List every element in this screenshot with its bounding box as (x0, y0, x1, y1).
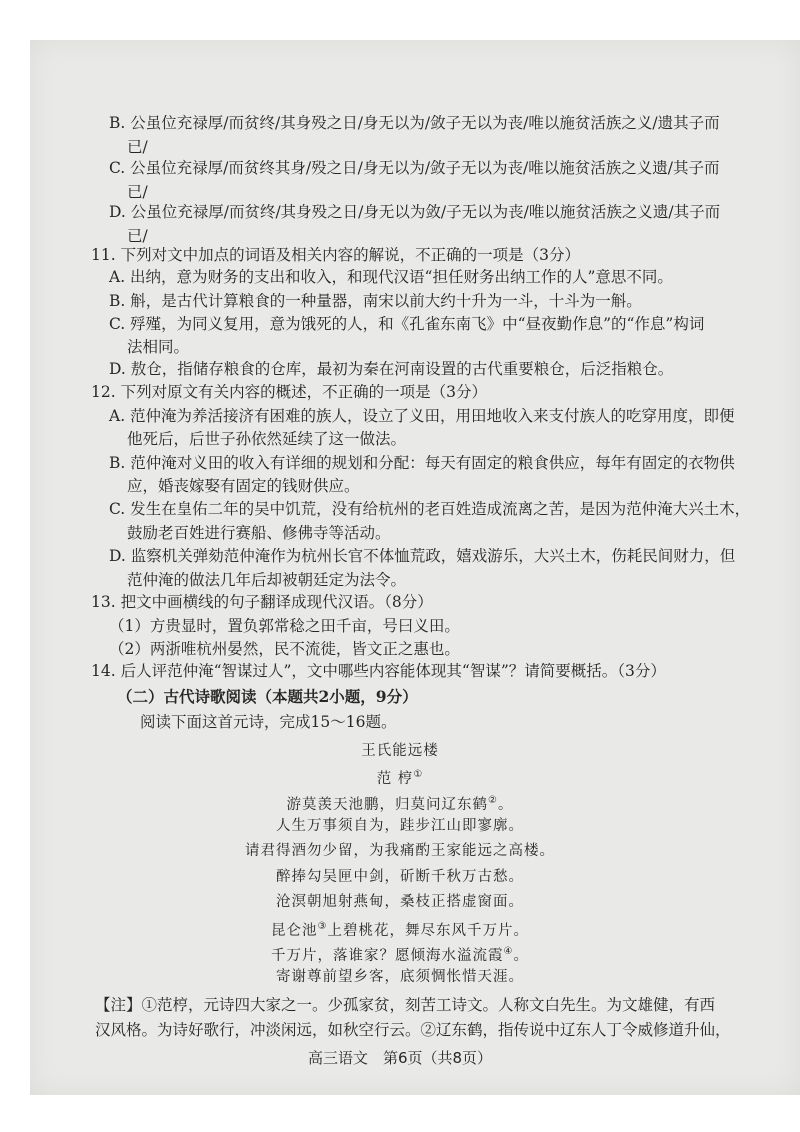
poem-line: 醉捧勾吴匣中剑，斫断千秋万古愁。 (276, 869, 524, 885)
q11-option-c: C. 殍殣，为同义复用，意为饿死的人，和《孔雀东南飞》中“昼夜勤作息”的“作息”构词 (109, 315, 705, 333)
q12-option-b: B. 范仲淹对义田的收入有详细的规划和分配：每天有固定的粮食供应，每年有固定的衣物供 (109, 454, 735, 472)
poem-line: 游莫羡天池鹏，归莫问辽东鹤②。 (286, 795, 514, 813)
q10-option-c: C. 公虽位充禄厚/而贫终其身/殁之日/身无以为/敛子无以为丧/唯以施贫活族之义遗/其子而 (109, 159, 720, 177)
poem-line: 沧溟朝旭射燕甸，桑枝正搭虚窗面。 (276, 894, 524, 910)
annotation-line-1: 【注】①范梈，元诗四大家之一。少孤家贫，刻苦工诗文。人称文白先生。为文雄健，有西 (95, 996, 716, 1014)
q10-option-d-cont: 已/ (127, 227, 148, 245)
page-footer: 高三语文 第6页（共8页） (307, 1049, 493, 1067)
poem-author: 范 梈① (376, 769, 424, 787)
q10-option-b: B. 公虽位充禄厚/而贫终/其身殁之日/身无以为/敛子无以为丧/唯以施贫活族之义/遗其子而 (109, 114, 720, 132)
q12-option-c-cont: 鼓励老百姓进行赛船、修佛寺等活动。 (127, 524, 391, 542)
q10-option-b-cont: 已/ (127, 138, 148, 156)
annotation-line-2: 汉风格。为诗好歌行，冲淡闲远，如秋空行云。②辽东鹤，指传说中辽东人丁令威修道升仙， (95, 1021, 731, 1039)
q11-option-a: A. 出纳，意为财务的支出和收入，和现代汉语“担任财务出纳工作的人”意思不同。 (109, 268, 673, 286)
q12-option-a: A. 范仲淹为养活接济有困难的族人，设立了义田，用田地收入来支付族人的吃穿用度，即便 (109, 407, 735, 425)
q13-sentence-1: （1）方贵显时，置负郭常稔之田千亩，号曰义田。 (109, 617, 460, 635)
q13-stem: 13. 把文中画横线的句子翻译成现代汉语。（8分） (91, 593, 433, 611)
note-marker: ① (413, 769, 424, 780)
q12-option-a-cont: 他死后，后世子孙依然延续了这一做法。 (127, 430, 407, 448)
q13-sentence-2: （2）两浙唯杭州晏然，民不流徙，皆文正之惠也。 (109, 640, 460, 658)
section-heading: （二）古代诗歌阅读（本题共2小题，9分） (117, 687, 418, 706)
q10-option-d: D. 公虽位充禄厚/而贫终/其身殁之日/身无以为敛/子无以为丧/唯以施贫活族之义遗/其子而 (109, 203, 721, 221)
poem-line: 千万片，落谁家？愿倾海水溢流霞④。 (271, 946, 529, 964)
poem-line: 昆仑池③上碧桃花，舞尽东风千万片。 (271, 921, 529, 939)
q14-stem: 14. 后人评范仲淹“智谋过人”，文中哪些内容能体现其“智谋”？请简要概括。（3分） (91, 662, 666, 680)
q11-option-d: D. 敖仓，指储存粮食的仓库，最初为秦在河南设置的古代重要粮仓，后泛指粮仓。 (109, 360, 674, 378)
poem-line: 寄谢尊前望乡客，底须惆怅惜天涯。 (276, 969, 524, 985)
q12-option-c: C. 发生在皇佑二年的吴中饥荒，没有给杭州的老百姓造成流离之苦，是因为范仲淹大兴土木， (109, 500, 751, 518)
q12-stem: 12. 下列对原文有关内容的概述，不正确的一项是（3分） (91, 383, 487, 401)
poem-line: 人生万事须自为，跬步江山即寥廓。 (276, 818, 524, 834)
q12-option-d: D. 监察机关弹劾范仲淹作为杭州长官不体恤荒政，嬉戏游乐，大兴土木，伤耗民间财力，但 (109, 547, 736, 565)
q10-option-c-cont: 已/ (127, 183, 148, 201)
q11-option-c-cont: 法相同。 (127, 338, 190, 356)
poem-line: 请君得酒勿少留，为我痛酌王家能远之高楼。 (245, 843, 555, 859)
q12-option-b-cont: 应，婚丧嫁娶有固定的钱财供应。 (127, 477, 360, 495)
q12-option-d-cont: 范仲淹的做法几年后却被朝廷定为法令。 (127, 571, 407, 589)
q11-stem: 11. 下列对文中加点的词语及相关内容的解说，不正确的一项是（3分） (91, 246, 580, 264)
q11-option-b: B. 斛，是古代计算粮食的一种量器，南宋以前大约十升为一斗，十斗为一斛。 (109, 292, 642, 310)
poem-title: 王氏能远楼 (361, 743, 439, 759)
reading-instruction: 阅读下面这首元诗，完成15～16题。 (140, 713, 397, 731)
